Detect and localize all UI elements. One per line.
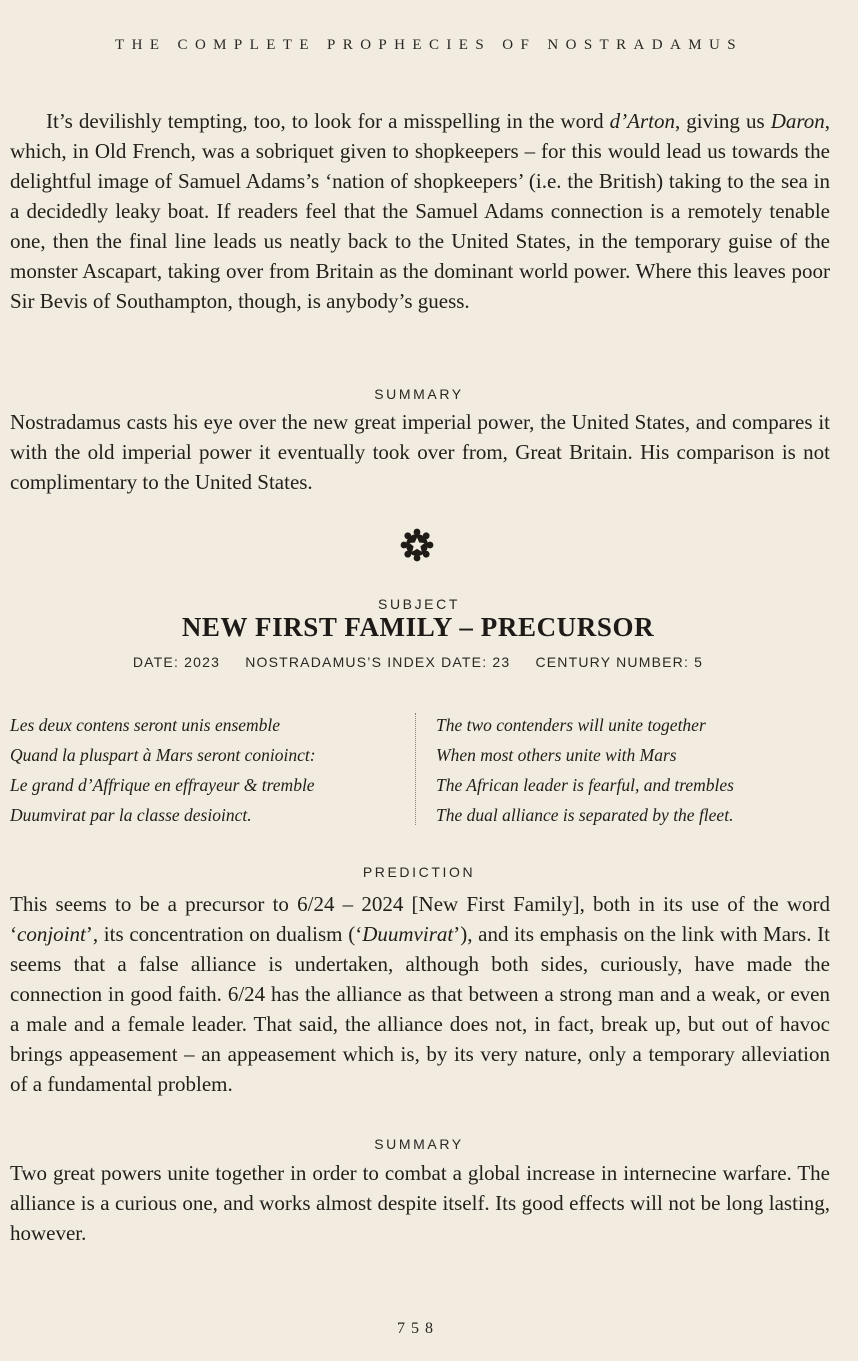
verse-line: Les deux contens seront unis ensemble (10, 715, 281, 735)
summary-label-2: SUMMARY (374, 1136, 464, 1152)
century-field: CENTURY NUMBER: 5 (535, 654, 704, 670)
verse-divider (415, 713, 416, 825)
verse-line: Duumvirat par la classe desioinct. (10, 805, 252, 825)
prediction-text-1: This seems to be a precursor to 6/24 – 2024 [New First Family], both in its use of the word ‘ (10, 892, 830, 946)
running-head: THE COMPLETE PROPHECIES OF NOSTRADAMUS (115, 37, 743, 53)
prediction-paragraph (10, 889, 830, 1099)
subject-meta (0, 654, 836, 670)
prediction-text-2: ’, its concentration on dualism (‘ (85, 922, 363, 946)
page-number: 758 (397, 1320, 439, 1337)
intro-text-2: , giving us (674, 109, 771, 133)
summary-text-2: Two great powers unite together in order to combat a global increase in internecine warfare. The alliance is a curious one, and works almost despite itself. Its good effects will not be long lasting, however. (10, 1161, 830, 1245)
verse-french (10, 710, 405, 830)
intro-text-1: It’s devilishly tempting, too, to look for a misspelling in the word (46, 109, 610, 133)
star-rosette-icon (400, 528, 434, 562)
prediction-emphasis-1: conjoint (17, 922, 86, 946)
prediction-text-3: ’), and its emphasis on the link with Mars. It seems that a false alliance is undertaken, although both sides, curiously, have made the connection in good faith. 6/24 has the alliance as that between a strong man and a weak, or even a male and a female leader. That said, the alliance does not, in fact, break up, but out of havoc brings appeasement – an appeasement which is, by its very nature, only a temporary alleviation of a fundamental problem. (10, 922, 830, 1096)
verse-line: Le grand d’Affrique en effrayeur & tremble (10, 775, 315, 795)
subject-title: NEW FIRST FAMILY – PRECURSOR (181, 612, 655, 642)
intro-emphasis-2: Daron (770, 109, 825, 133)
intro-text-3: , which, in Old French, was a sobriquet given to shopkeepers – for this would lead us towards the delightful image of Samuel Adams’s ‘nation of shopkeepers’ (i.e. the British) taking to the sea in a decidedly leaky boat. If readers feel that the Samuel Adams connection is a remotely tenable one, then the final line leads us neatly back to the United States, in the temporary guise of the monster Ascapart, taking over from Britain as the dominant world power. Where this leaves poor Sir Bevis of Southampton, though, is anybody’s guess. (10, 109, 831, 313)
prediction-label: PREDICTION (362, 864, 476, 880)
prediction-emphasis-2: Duumvirat (362, 922, 454, 946)
verse-line: When most others unite with Mars (436, 745, 677, 765)
verse-line: The African leader is fearful, and trembles (436, 775, 734, 795)
summary-label: SUMMARY (374, 386, 464, 402)
verse-line: The dual alliance is separated by the fleet. (436, 805, 734, 825)
date-field: DATE: 2023 (132, 654, 221, 670)
intro-emphasis-1: d’Arton (609, 109, 675, 133)
verse-english (436, 710, 846, 830)
subject-label: SUBJECT (378, 596, 460, 612)
summary-text: Nostradamus casts his eye over the new great imperial power, the United States, and compares it with the old imperial power it eventually took over from, Great Britain. His comparison is not complimentary to the United States. (10, 410, 830, 494)
verse-line: The two contenders will unite together (436, 715, 706, 735)
verse-line: Quand la pluspart à Mars seront conioinct: (10, 745, 316, 765)
index-date-field: NOSTRADAMUS’S INDEX DATE: 23 (245, 654, 511, 670)
intro-paragraph (10, 106, 830, 316)
